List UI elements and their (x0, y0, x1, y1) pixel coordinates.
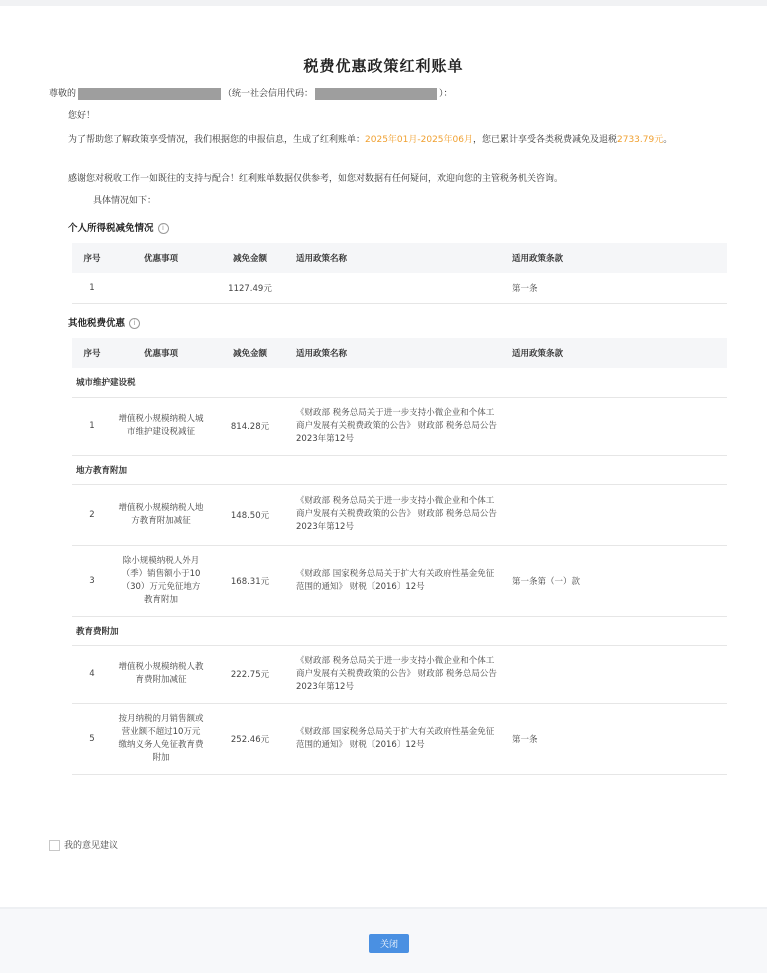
cell-policy (290, 273, 506, 303)
col-header-no: 序号 (72, 338, 112, 368)
page-title: 税费优惠政策红利账单 (303, 57, 464, 75)
section-other-tax-title (68, 315, 140, 329)
cell-policy: 《财政部 税务总局关于进一步支持小微企业和个体工商户发展有关税费政策的公告》 财政部 税务总局公告2023年第12号 (290, 645, 506, 703)
cell-amount: 1127.49元 (210, 273, 290, 303)
cell-clause: 第一条 (506, 703, 727, 774)
intro-text-2: ，您已累计享受各类税费减免及退税 (472, 135, 617, 145)
hello-text: 您好！ (68, 111, 96, 121)
intro-period: 2025年01月-2025年06月 (365, 135, 473, 145)
details-intro: 具体情况如下： (93, 196, 157, 206)
credit-code-label: （统一社会信用代码： (223, 89, 314, 99)
cell-clause: 第一条第（一）款 (506, 545, 727, 616)
cell-item: 除小规模纳税人外月（季）销售额小于10（30）万元免征地方教育附加 (112, 545, 210, 616)
col-header-amount: 减免金额 (210, 338, 290, 368)
intro-paragraph (49, 132, 719, 148)
section2-title-text: 其他税费优惠 (68, 318, 126, 329)
col-header-amount: 减免金额 (210, 243, 290, 273)
group-name: 城市维护建设税 (72, 368, 727, 397)
section-personal-income-title (68, 220, 169, 234)
col-header-clause: 适用政策条款 (506, 338, 727, 368)
group-row-urban-construction (72, 368, 727, 397)
col-header-policy: 适用政策名称 (290, 243, 506, 273)
cell-no: 4 (72, 645, 112, 703)
cell-policy: 《财政部 国家税务总局关于扩大有关政府性基金免征范围的通知》 财税〔2016〕12号 (290, 545, 506, 616)
table-row (72, 273, 727, 303)
thanks-text: 感谢您对税收工作一如既往的支持与配合！红利账单数据仅供参考，如您对数据有任何疑问，欢迎向您的主管税务机关咨询。 (68, 174, 564, 184)
intro-text-3: 。 (663, 135, 673, 145)
intro-amount: 2733.79元 (617, 135, 664, 145)
intro-text-1: 为了帮助您了解政策享受情况，我们根据您的申报信息，生成了红利账单： (68, 135, 366, 145)
cell-amount: 814.28元 (210, 397, 290, 455)
table-row (72, 545, 727, 616)
group-row-education-surcharge (72, 616, 727, 645)
redacted-company-name (78, 88, 221, 100)
cell-clause: 第一条 (506, 273, 727, 303)
feedback-toggle[interactable] (49, 838, 118, 851)
cell-item (112, 273, 210, 303)
table-row (72, 484, 727, 545)
table-row (72, 645, 727, 703)
cell-no: 3 (72, 545, 112, 616)
greeting-prefix: 尊敬的 (49, 89, 77, 99)
cell-no: 1 (72, 273, 112, 303)
col-header-item: 优惠事项 (112, 243, 210, 273)
feedback-checkbox[interactable] (49, 840, 60, 851)
cell-item: 增值税小规模纳税人教育费附加减征 (112, 645, 210, 703)
info-icon[interactable]: i (158, 223, 169, 234)
cell-amount: 252.46元 (210, 703, 290, 774)
cell-clause (506, 484, 727, 545)
info-icon[interactable]: i (129, 318, 140, 329)
cell-amount: 222.75元 (210, 645, 290, 703)
cell-no: 1 (72, 397, 112, 455)
top-bar (0, 0, 767, 6)
greeting-suffix: ）： (439, 89, 453, 99)
group-row-local-education (72, 455, 727, 484)
redacted-credit-code (315, 88, 437, 100)
cell-policy: 《财政部 税务总局关于进一步支持小微企业和个体工商户发展有关税费政策的公告》 财政部 税务总局公告2023年第12号 (290, 397, 506, 455)
cell-policy: 《财政部 税务总局关于进一步支持小微企业和个体工商户发展有关税费政策的公告》 财政部 税务总局公告2023年第12号 (290, 484, 506, 545)
col-header-item: 优惠事项 (112, 338, 210, 368)
cell-clause (506, 397, 727, 455)
other-tax-table (72, 338, 727, 775)
col-header-policy: 适用政策名称 (290, 338, 506, 368)
group-name: 教育费附加 (72, 616, 727, 645)
close-button[interactable]: 关闭 (369, 934, 409, 953)
cell-item: 增值税小规模纳税人地方教育附加减征 (112, 484, 210, 545)
table-row (72, 397, 727, 455)
section1-title-text: 个人所得税减免情况 (68, 223, 154, 234)
personal-income-table (72, 243, 727, 304)
table-row (72, 703, 727, 774)
group-name: 地方教育附加 (72, 455, 727, 484)
cell-policy: 《财政部 国家税务总局关于扩大有关政府性基金免征范围的通知》 财税〔2016〕12号 (290, 703, 506, 774)
feedback-label: 我的意见建议 (64, 841, 119, 851)
cell-no: 2 (72, 484, 112, 545)
cell-item: 增值税小规模纳税人城市维护建设税减征 (112, 397, 210, 455)
cell-item: 按月纳税的月销售额或营业额不超过10万元缴纳义务人免征教育费附加 (112, 703, 210, 774)
cell-amount: 168.31元 (210, 545, 290, 616)
cell-amount: 148.50元 (210, 484, 290, 545)
greeting-line (49, 86, 453, 100)
cell-no: 5 (72, 703, 112, 774)
col-header-no: 序号 (72, 243, 112, 273)
col-header-clause: 适用政策条款 (506, 243, 727, 273)
cell-clause (506, 645, 727, 703)
